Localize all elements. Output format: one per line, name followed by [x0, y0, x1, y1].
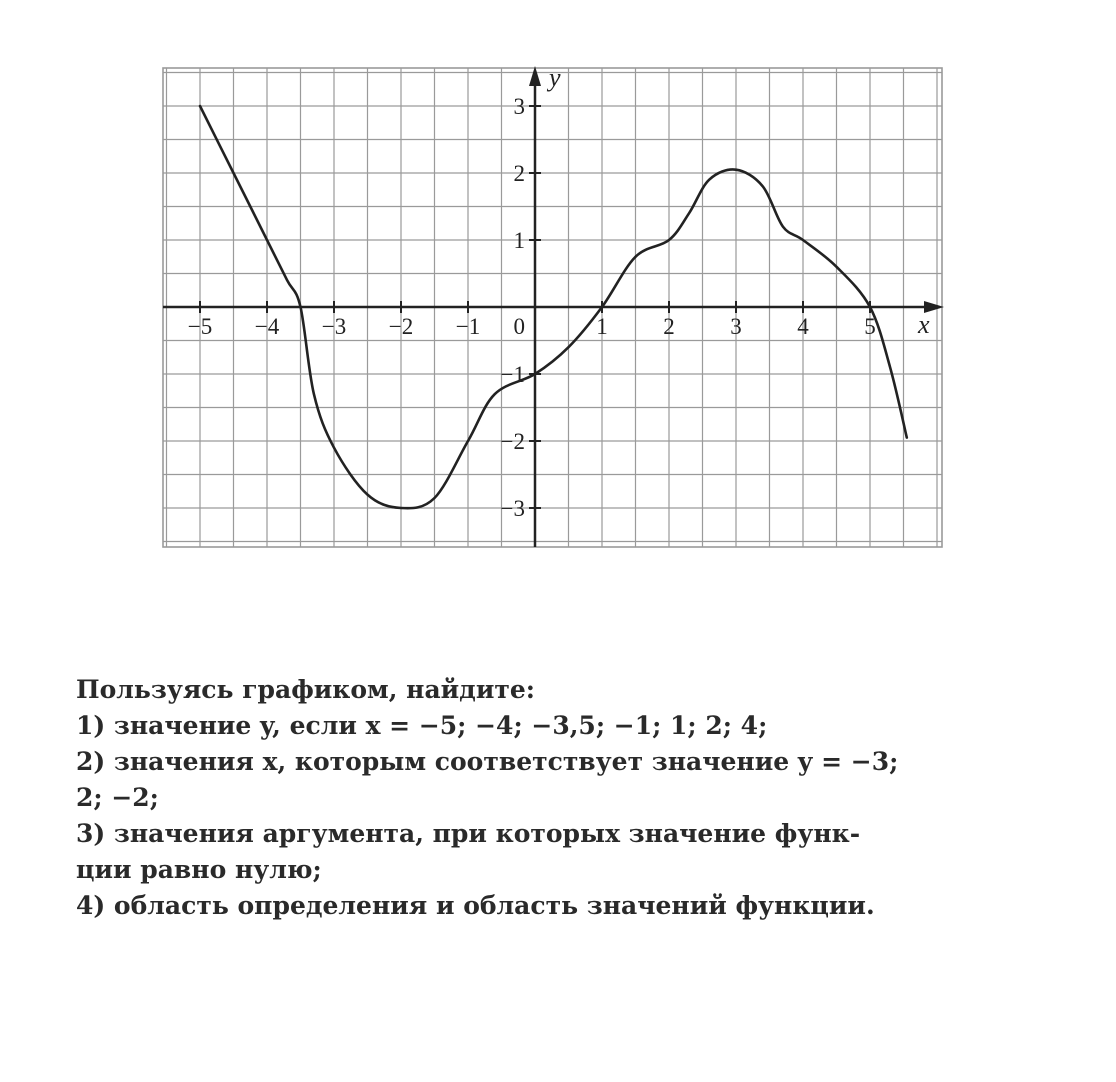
task-item-4: 4) область определения и область значений функции. — [76, 891, 875, 920]
task-item-2: 2) значения x, которым соответствует значение y = −3; — [76, 747, 899, 776]
x-tick-label: 1 — [596, 314, 608, 339]
x-tick-label: 3 — [730, 314, 742, 339]
y-tick-label: −3 — [500, 496, 525, 521]
origin-label: 0 — [513, 314, 525, 339]
y-axis-label: y — [549, 63, 561, 92]
x-tick-label: −4 — [254, 314, 280, 339]
x-tick-label: −3 — [321, 314, 347, 339]
y-tick-label: 3 — [513, 94, 525, 119]
task-item-1: 1) значение y, если x = −5; −4; −3,5; −1; 1; 2; 4; — [76, 711, 768, 740]
x-tick-label: 2 — [663, 314, 675, 339]
task-item-3: 3) значения аргумента, при которых значение функ- — [76, 819, 861, 848]
task-item-2-cont: 2; −2; — [76, 783, 159, 812]
task-item-3-cont: ции равно нулю; — [76, 855, 322, 884]
x-tick-label: 5 — [864, 314, 876, 339]
y-tick-label: 2 — [513, 161, 525, 186]
y-tick-label: −1 — [500, 362, 525, 387]
tick-labels — [188, 63, 930, 521]
task-intro: Пользуясь графиком, найдите: — [76, 675, 536, 704]
y-axis-arrow — [529, 66, 541, 86]
x-tick-label: −2 — [388, 314, 414, 339]
x-axis-label: x — [918, 310, 930, 339]
x-tick-label: 4 — [797, 314, 809, 339]
x-tick-label: −1 — [455, 314, 481, 339]
x-tick-label: −5 — [187, 314, 213, 339]
y-tick-label: 1 — [513, 228, 525, 253]
task-text — [76, 672, 1066, 924]
y-tick-label: −2 — [500, 429, 525, 454]
